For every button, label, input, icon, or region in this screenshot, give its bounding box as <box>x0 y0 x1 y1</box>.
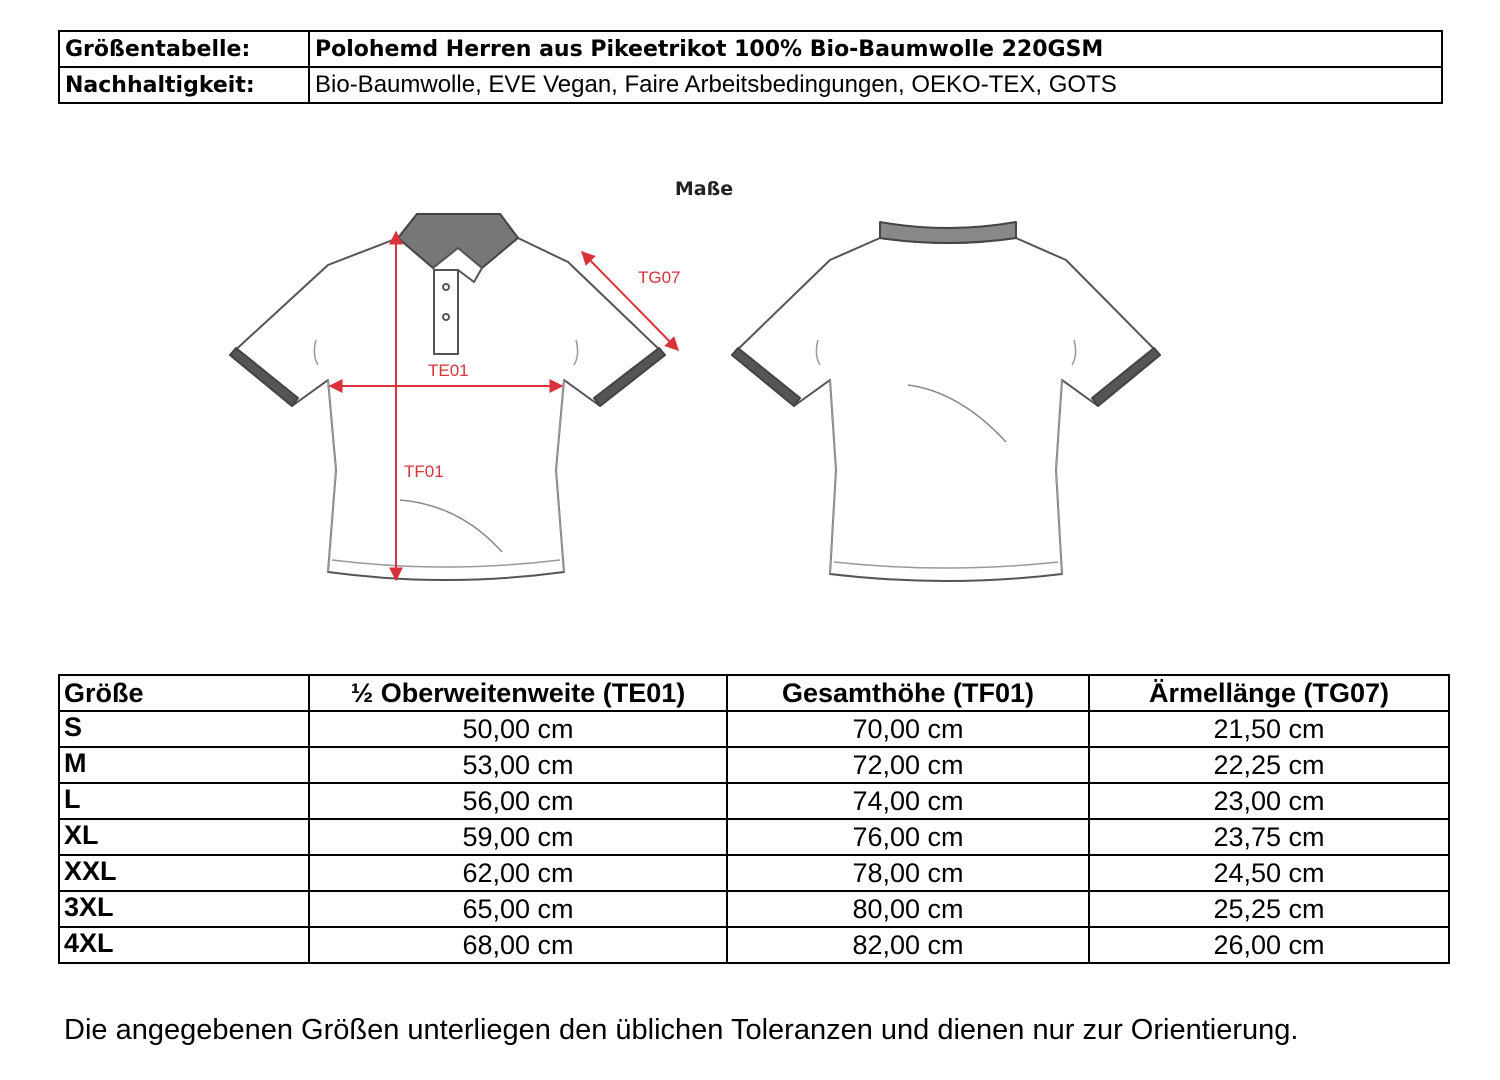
cell-length: 80,00 cm <box>727 891 1089 927</box>
cell-length: 78,00 cm <box>727 855 1089 891</box>
label-tg07: TG07 <box>638 268 681 287</box>
cell-chest: 68,00 cm <box>309 927 727 963</box>
cell-size: XXL <box>59 855 309 891</box>
tolerance-note: Die angegebenen Größen unterliegen den üblichen Toleranzen und dienen nur zur Orientierung. <box>64 1014 1299 1046</box>
cell-length: 82,00 cm <box>727 927 1089 963</box>
table-row <box>59 891 1449 927</box>
cell-size: XL <box>59 819 309 855</box>
col-header-sleeve: Ärmellänge (TG07) <box>1089 675 1449 711</box>
cell-length: 74,00 cm <box>727 783 1089 819</box>
table-row <box>59 747 1449 783</box>
table-row <box>59 783 1449 819</box>
product-info-table <box>58 30 1443 104</box>
cell-sleeve: 22,25 cm <box>1089 747 1449 783</box>
cell-chest: 62,00 cm <box>309 855 727 891</box>
cell-chest: 65,00 cm <box>309 891 727 927</box>
cell-size: M <box>59 747 309 783</box>
table-row <box>59 819 1449 855</box>
table-row <box>59 855 1449 891</box>
table-row <box>59 927 1449 963</box>
cell-size: 4XL <box>59 927 309 963</box>
measurement-figure <box>220 170 1180 590</box>
info-row-size-chart <box>59 31 1442 67</box>
cell-chest: 56,00 cm <box>309 783 727 819</box>
info-label-size-chart: Größentabelle: <box>59 31 309 67</box>
info-label-sustainability: Nachhaltigkeit: <box>59 67 309 103</box>
col-header-chest: ½ Oberweitenweite (TE01) <box>309 675 727 711</box>
info-value-sustainability: Bio-Baumwolle, EVE Vegan, Faire Arbeitsbedingungen, OEKO-TEX, GOTS <box>309 67 1442 103</box>
cell-size: L <box>59 783 309 819</box>
table-row <box>59 711 1449 747</box>
cell-sleeve: 25,25 cm <box>1089 891 1449 927</box>
figure-title: Maße <box>674 178 734 200</box>
cell-sleeve: 24,50 cm <box>1089 855 1449 891</box>
cell-sleeve: 26,00 cm <box>1089 927 1449 963</box>
info-row-sustainability <box>59 67 1442 103</box>
cell-length: 72,00 cm <box>727 747 1089 783</box>
size-table-header-row <box>59 675 1449 711</box>
cell-length: 70,00 cm <box>727 711 1089 747</box>
label-tf01: TF01 <box>404 462 444 481</box>
shirt-back-illustration <box>732 222 1160 581</box>
info-value-product: Polohemd Herren aus Pikeetrikot 100% Bio-Baumwolle 220GSM <box>309 31 1442 67</box>
cell-size: 3XL <box>59 891 309 927</box>
cell-sleeve: 23,75 cm <box>1089 819 1449 855</box>
cell-sleeve: 21,50 cm <box>1089 711 1449 747</box>
cell-chest: 53,00 cm <box>309 747 727 783</box>
cell-length: 76,00 cm <box>727 819 1089 855</box>
cell-chest: 50,00 cm <box>309 711 727 747</box>
cell-size: S <box>59 711 309 747</box>
cell-sleeve: 23,00 cm <box>1089 783 1449 819</box>
col-header-length: Gesamthöhe (TF01) <box>727 675 1089 711</box>
label-te01: TE01 <box>428 361 469 380</box>
col-header-size: Größe <box>59 675 309 711</box>
size-table <box>58 674 1450 964</box>
cell-chest: 59,00 cm <box>309 819 727 855</box>
